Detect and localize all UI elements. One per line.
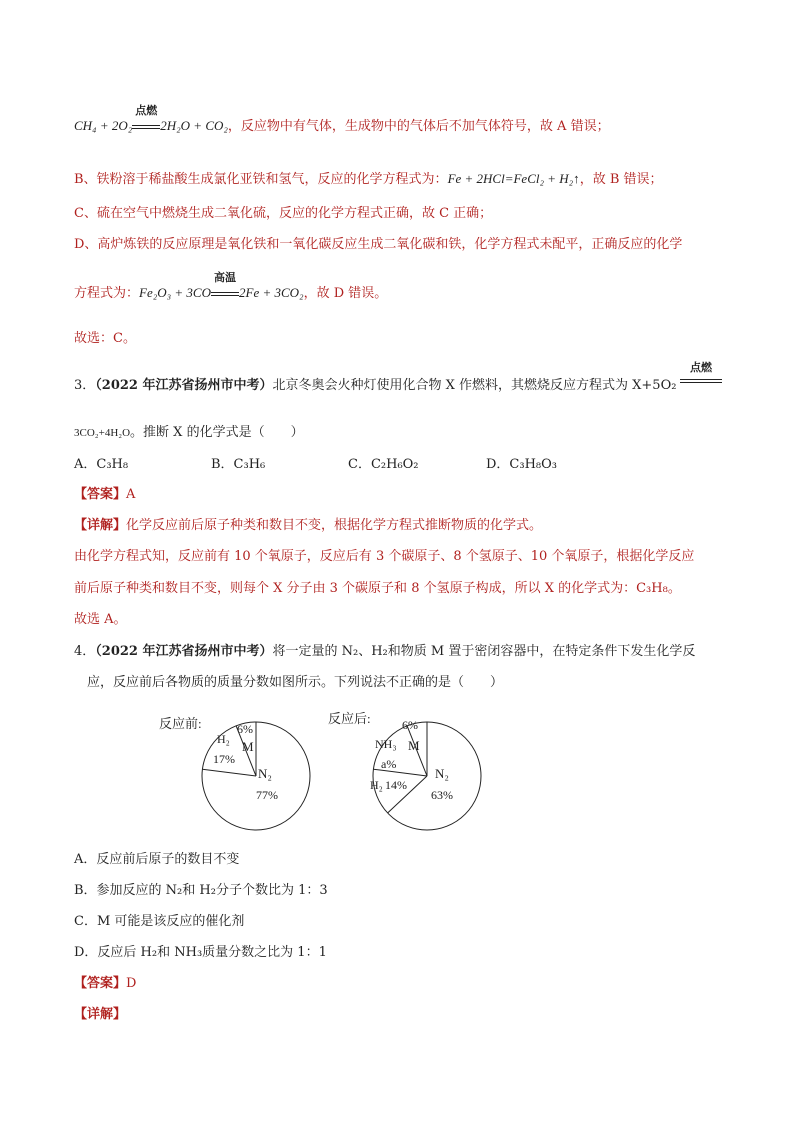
q3-stem-line2 (74, 424, 304, 442)
q4-detail-tag: 【详解】 (74, 1007, 127, 1022)
q4-answer (74, 975, 136, 993)
q4-before-m-pct: 6% (237, 722, 253, 736)
q4-before-m-name: M (242, 739, 254, 754)
q3-eq-condition: 点燃 (680, 362, 722, 383)
q4-number: 4． (74, 644, 96, 659)
q3-source: （2022 年江苏省扬州市中考） (95, 378, 273, 393)
q3-option-d: D．C₃H₈O₃ (486, 457, 557, 472)
q4-after-n2-pct: 63% (431, 788, 453, 802)
q2-line-d2 (74, 271, 388, 303)
q3-detail-line3: 前后原子种类和数目不变，则每个 X 分子由 3 个碳原子和 8 个氢原子构成，所以 X 的化学式为：C₃H₈。 (74, 581, 681, 596)
q4-option-d: D．反应后 H₂和 NH₃质量分数之比为 1：1 (74, 945, 327, 960)
q3-detail-tag: 【详解】 (74, 518, 127, 533)
q4-pie-before-slice-edge-1 (202, 769, 256, 776)
q3-option-c: C．C₂H₆O₂ (348, 457, 419, 472)
q4-after-m-pct: 6% (402, 718, 418, 732)
q2-eq-a-left: CH₄ + 2O₂ (74, 118, 133, 133)
q4-after-label: 反应后: (328, 711, 371, 726)
q4-before-n2-name: N₂ (258, 766, 272, 781)
q4-answer-value: D (126, 976, 137, 991)
q3-detail1: 化学反应前后原子种类和数目不变，根据化学方程式推断物质的化学式。 (126, 518, 543, 533)
q2-eq-a-right: 2H₂O + CO₂ (160, 118, 228, 133)
q4-before-n2-pct: 77% (256, 788, 278, 802)
q2-line-a-text: ，反应物中有气体，生成物中的气体后不加气体符号，故 A 错误； (227, 119, 610, 134)
q4-after-h2-pct: 14% (385, 778, 407, 792)
q4-answer-tag: 【答案】 (74, 976, 127, 991)
q2-line-d1: D、高炉炼铁的反应原理是氧化铁和一氧化碳反应生成二氧化碳和铁，化学方程式未配平，正确反应的化学 (74, 237, 683, 252)
q2-line-b-end: ，故 B 错误； (579, 172, 663, 187)
q4-after-h2-name: H₂ (370, 778, 383, 792)
q2-choose: 故选：C。 (74, 331, 136, 346)
q2-line-a (74, 104, 610, 136)
q2-line-d2-end: ，故 D 错误。 (303, 286, 388, 301)
q3-answer (74, 486, 135, 504)
q3-option-a: A．C₃H₈ (74, 457, 129, 472)
q4-stem-line1 (74, 643, 695, 661)
q2-eq-d-left: Fe₂O₃ + 3CO (139, 285, 211, 300)
q4-after-nh3-pct: a% (381, 757, 397, 771)
q2-line-b (74, 170, 663, 189)
q4-before-h2-pct: 17% (213, 752, 235, 766)
q4-source: （2022 年江苏省扬州市中考） (95, 644, 273, 659)
q4-detail (74, 1006, 126, 1024)
q2-line-d2-pre: 方程式为： (74, 286, 140, 301)
q2-line-b-text: B、铁粉溶于稀盐酸生成氯化亚铁和氢气，反应的化学方程式为： (74, 172, 448, 187)
q3-answer-tag: 【答案】 (74, 487, 127, 502)
q4-after-nh3-name: NH₃ (375, 737, 397, 751)
q3-detail-line2: 由化学方程式知，反应前有 10 个氧原子，反应后有 3 个碳原子、8 个氢原子、10 个氧原子，根据化学反应 (74, 549, 695, 564)
q4-before-h2-name: H₂ (217, 732, 230, 746)
q2-line-c: C、硫在空气中燃烧生成二氧化硫，反应的化学方程式正确，故 C 正确； (74, 206, 493, 221)
q3-stem: 北京冬奥会火种灯使用化合物 X 作燃料，其燃烧反应方程式为 X+5O₂ (272, 378, 677, 393)
q3-eq-products: 3CO₂+4H₂O (74, 427, 131, 439)
q2-eq-b: Fe + 2HCl=FeCl₂ + H₂↑ (447, 171, 580, 186)
q4-option-c: C．M 可能是该反应的催化剂 (74, 914, 245, 929)
q4-stem1: 将一定量的 N₂、H₂和物质 M 置于密闭容器中，在特定条件下发生化学反 (272, 644, 696, 659)
q4-option-b: B．参加反应的 N₂和 H₂分子个数比为 1：3 (74, 883, 328, 898)
q3-number: 3． (74, 378, 96, 393)
q3-choose: 故选 A。 (74, 612, 127, 627)
q2-eq-d-right: 2Fe + 3CO₂ (239, 285, 304, 300)
q4-option-a: A．反应前后原子的数目不变 (74, 852, 240, 867)
q4-before-label: 反应前: (159, 716, 202, 731)
q4-after-m-name: M (408, 738, 420, 753)
q3-stem2: 。推断 X 的化学式是（ ） (130, 425, 304, 440)
q4-pie-figure (0, 705, 794, 845)
q3-stem-line1 (74, 377, 676, 395)
q4-stem-line2: 应，反应前后各物质的质量分数如图所示。下列说法不正确的是（ ） (87, 675, 504, 690)
q2-eq-d-condition: 高温 (211, 285, 239, 303)
q2-eq-a-condition: 点燃 (132, 118, 160, 136)
q3-option-b: B．C₃H₆ (211, 457, 266, 472)
q4-after-n2-name: N₂ (435, 766, 449, 781)
q3-answer-value: A (126, 487, 136, 502)
q3-detail-line1 (74, 517, 542, 535)
